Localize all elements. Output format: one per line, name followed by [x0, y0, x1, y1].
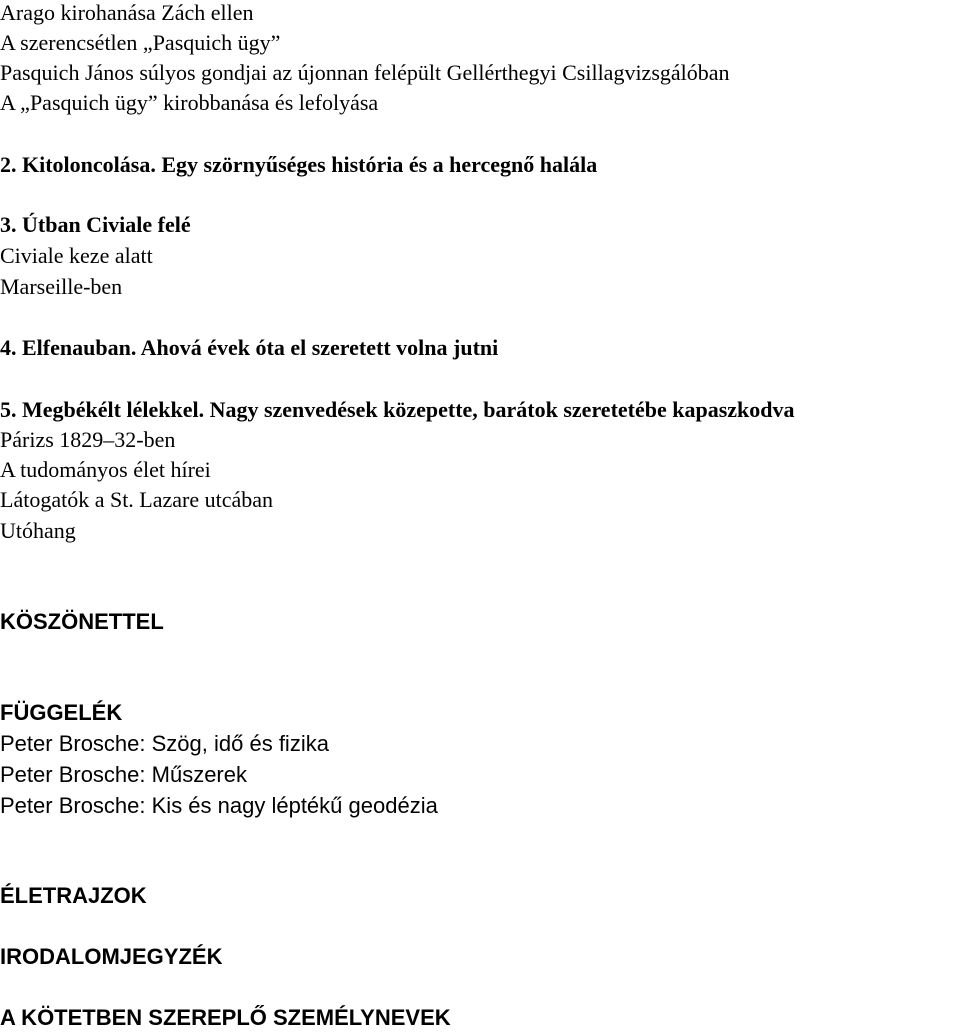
- section-heading: KÖSZÖNETTEL: [0, 609, 164, 634]
- toc-entry: Peter Brosche: Kis és nagy léptékű geodézia: [0, 793, 438, 818]
- toc-entry: Arago kirohanása Zách ellen: [0, 0, 254, 25]
- toc-entry: A szerencsétlen „Pasquich ügy”: [0, 30, 281, 55]
- toc-entry: A „Pasquich ügy” kirobbanása és lefolyása: [0, 90, 379, 115]
- toc-entry: Marseille-ben: [0, 274, 123, 299]
- toc-entry: Utóhang: [0, 518, 76, 543]
- section-heading: FÜGGELÉK: [0, 700, 123, 725]
- section-heading: A KÖTETBEN SZEREPLŐ SZEMÉLYNEVEK: [0, 1005, 451, 1030]
- toc-entry: Peter Brosche: Szög, idő és fizika: [0, 731, 329, 756]
- toc-entry: Párizs 1829–32-ben: [0, 427, 176, 452]
- toc-entry: Látogatók a St. Lazare utcában: [0, 487, 274, 512]
- toc-entry: Peter Brosche: Műszerek: [0, 762, 247, 787]
- toc-entry: Pasquich János súlyos gondjai az újonnan felépült Gellérthegyi Csillagvizsgálóban: [0, 60, 730, 85]
- section-heading: IRODALOMJEGYZÉK: [0, 944, 223, 969]
- toc-entry: Civiale keze alatt: [0, 243, 153, 268]
- toc-entry: A tudományos élet hírei: [0, 457, 211, 482]
- chapter-heading: 5. Megbékélt lélekkel. Nagy szenvedések közepette, barátok szeretetébe kapaszkodva: [0, 397, 795, 422]
- chapter-heading: 2. Kitoloncolása. Egy szörnyűséges história és a hercegnő halála: [0, 152, 598, 177]
- chapter-heading: 4. Elfenauban. Ahová évek óta el szeretett volna jutni: [0, 335, 499, 360]
- section-heading: ÉLETRAJZOK: [0, 883, 147, 908]
- chapter-heading: 3. Útban Civiale felé: [0, 212, 191, 237]
